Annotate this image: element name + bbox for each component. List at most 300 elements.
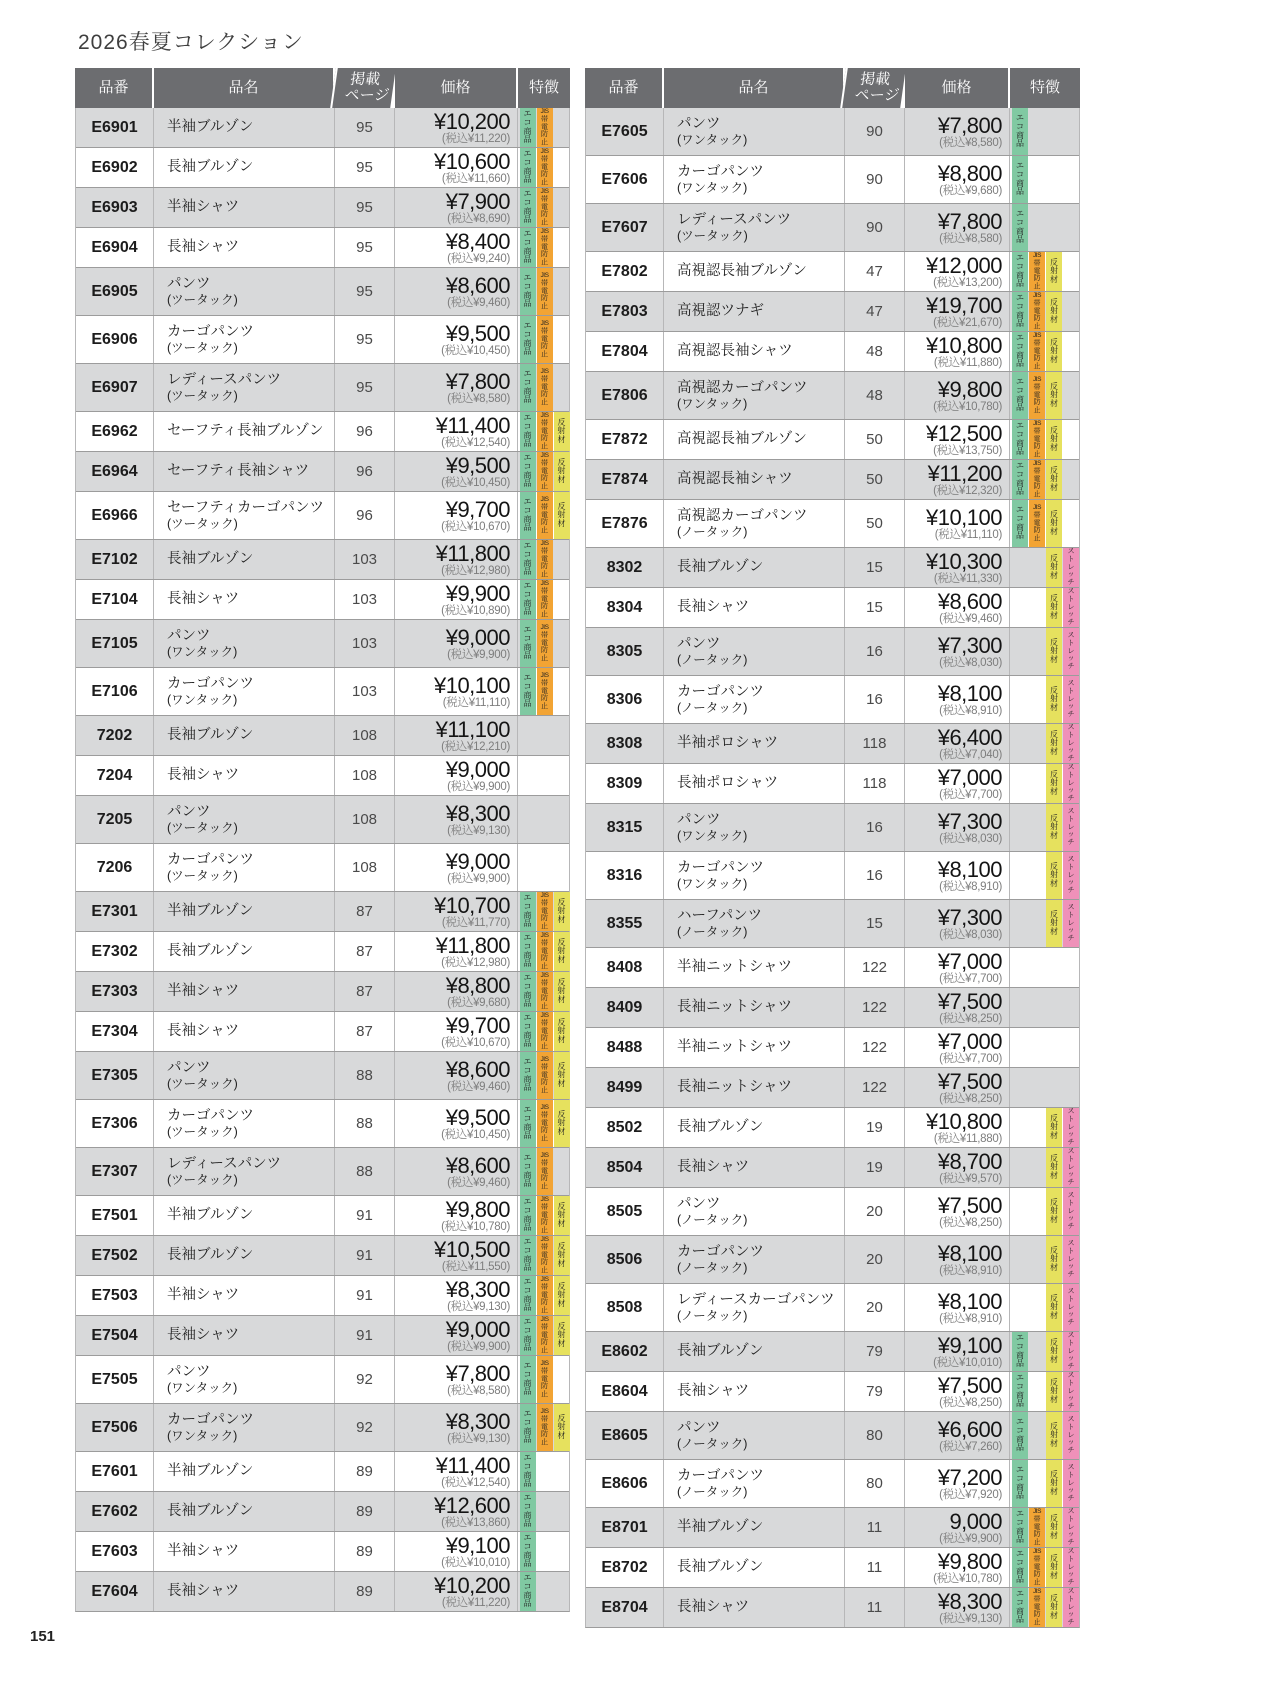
price-cell xyxy=(394,108,517,147)
price-main: ¥11,800 xyxy=(435,540,510,566)
product-name xyxy=(663,500,844,547)
product-code: 8508 xyxy=(606,1298,643,1316)
table-row xyxy=(76,315,569,363)
price-tax: (税込¥8,250) xyxy=(939,1396,1002,1409)
product-code: 8409 xyxy=(606,998,643,1016)
badge-stretch: ス ト レ ッ チ xyxy=(1063,1508,1079,1547)
feature-badges xyxy=(1009,1372,1081,1411)
product-name-sub: (ツータック) xyxy=(167,820,238,835)
badge-slot-empty xyxy=(1012,764,1028,803)
product-name-main: 長袖ニットシャツ xyxy=(677,999,793,1015)
feature-badges xyxy=(517,452,571,491)
badge-eco: エ コ 商 品 xyxy=(520,580,536,619)
feature-badges xyxy=(1009,1188,1081,1235)
page-ref: 103 xyxy=(334,620,394,667)
page-ref: 88 xyxy=(334,1052,394,1099)
page-ref: 96 xyxy=(334,492,394,539)
feature-badges xyxy=(1009,764,1081,803)
page-ref: 103 xyxy=(334,540,394,579)
price-tax: (税込¥8,580) xyxy=(939,232,1002,245)
product-code: 7205 xyxy=(96,810,133,828)
price-main: ¥7,800 xyxy=(445,1360,510,1386)
product-code: E7604 xyxy=(91,1582,138,1600)
badge-eco: エ コ 商 品 xyxy=(520,1012,536,1051)
product-name-main: 長袖ブルゾン xyxy=(167,1503,254,1519)
badge-jis: JIS 帯 電 防 止 xyxy=(537,668,553,715)
product-name-main: カーゴパンツ xyxy=(677,163,764,180)
price-main: ¥8,300 xyxy=(937,1588,1002,1614)
price-main: ¥12,500 xyxy=(925,420,1002,446)
feature-badges xyxy=(517,1452,571,1491)
badge-slot-empty xyxy=(1029,1028,1045,1067)
price-main: ¥9,900 xyxy=(445,580,510,606)
page-ref: 108 xyxy=(334,716,394,755)
product-code: E6906 xyxy=(91,330,138,348)
price-main: ¥9,100 xyxy=(937,1332,1002,1358)
badge-slot-empty xyxy=(554,540,570,579)
badge-slot-empty xyxy=(554,1452,570,1491)
feature-badges xyxy=(1009,852,1081,899)
product-name xyxy=(663,108,844,155)
product-code: E7503 xyxy=(91,1286,138,1304)
badge-slot-empty xyxy=(1063,332,1079,371)
feature-badges xyxy=(1009,1028,1081,1067)
table-row xyxy=(76,931,569,971)
product-code: E7806 xyxy=(601,386,648,404)
product-code: E7607 xyxy=(601,218,648,236)
header-code: 品番 xyxy=(585,68,662,108)
product-name-main: 長袖ブルゾン xyxy=(677,1343,764,1359)
badge-slot-empty xyxy=(554,364,570,411)
badge-slot-empty xyxy=(1012,1108,1028,1147)
page-ref: 89 xyxy=(334,1532,394,1571)
page-ref: 90 xyxy=(844,156,904,203)
feature-badges xyxy=(517,620,571,667)
price-cell xyxy=(394,1148,517,1195)
table-row xyxy=(586,627,1079,675)
badge-hansha: 反 射 材 xyxy=(1046,1548,1062,1587)
price-cell xyxy=(904,420,1009,459)
product-code: E7501 xyxy=(91,1206,138,1224)
product-code: E7306 xyxy=(91,1114,138,1132)
page-ref: 95 xyxy=(334,364,394,411)
price-cell xyxy=(904,1148,1009,1187)
badge-eco: エ コ 商 品 xyxy=(520,932,536,971)
badge-eco: エ コ 商 品 xyxy=(1012,332,1028,371)
product-name xyxy=(153,1052,334,1099)
table-row xyxy=(586,251,1079,291)
price-main: ¥10,800 xyxy=(925,1108,1002,1134)
page-ref: 89 xyxy=(334,1452,394,1491)
page-ref: 11 xyxy=(844,1548,904,1587)
price-main: ¥9,000 xyxy=(445,1316,510,1342)
table-row xyxy=(586,203,1079,251)
badge-eco: エ コ 商 品 xyxy=(1012,460,1028,499)
feature-badges xyxy=(1009,460,1081,499)
product-name-main: 長袖シャツ xyxy=(167,239,240,255)
product-code: E7802 xyxy=(601,262,648,280)
badge-hansha: 反 射 材 xyxy=(1046,292,1062,331)
price-cell xyxy=(904,548,1009,587)
product-name-sub: (ツータック) xyxy=(167,340,238,355)
price-tax: (税込¥9,240) xyxy=(447,252,510,265)
page-ref: 48 xyxy=(844,332,904,371)
feature-badges xyxy=(517,268,571,315)
page-ref: 87 xyxy=(334,892,394,931)
product-name-sub: (ツータック) xyxy=(167,388,238,403)
product-name-sub: (ノータック) xyxy=(677,652,748,667)
product-name-main: 半袖ブルゾン xyxy=(167,1463,254,1479)
price-tax: (税込¥9,460) xyxy=(939,612,1002,625)
header-page: 掲載 ページ xyxy=(840,68,906,108)
price-cell xyxy=(904,108,1009,155)
price-tax: (税込¥7,040) xyxy=(939,748,1002,761)
price-cell xyxy=(904,292,1009,331)
product-code: E6902 xyxy=(91,158,138,176)
table-row xyxy=(586,155,1079,203)
product-code: E7872 xyxy=(601,430,648,448)
table-row xyxy=(76,891,569,931)
feature-badges xyxy=(517,716,571,755)
badge-slot-empty xyxy=(1029,1148,1045,1187)
badge-slot-empty xyxy=(537,716,553,755)
price-tax: (税込¥9,130) xyxy=(447,824,510,837)
badge-slot-empty xyxy=(1063,460,1079,499)
table-row xyxy=(76,1531,569,1571)
price-cell xyxy=(394,452,517,491)
badge-slot-empty xyxy=(554,1532,570,1571)
product-name-main: レディースパンツ xyxy=(677,211,792,228)
badge-slot-empty xyxy=(1046,988,1062,1027)
page-ref: 122 xyxy=(844,1068,904,1107)
page-ref: 80 xyxy=(844,1412,904,1459)
product-code: 7202 xyxy=(96,726,133,744)
badge-jis: JIS 帯 電 防 止 xyxy=(537,412,553,451)
table-row xyxy=(586,1587,1079,1627)
product-code: E7606 xyxy=(601,170,648,188)
price-tax: (税込¥9,900) xyxy=(447,780,510,793)
badge-jis: JIS 帯 電 防 止 xyxy=(537,316,553,363)
table-header xyxy=(75,68,570,108)
badge-slot-empty xyxy=(554,716,570,755)
badge-jis: JIS 帯 電 防 止 xyxy=(537,188,553,227)
badge-jis: JIS 帯 電 防 止 xyxy=(537,1276,553,1315)
badge-slot-empty xyxy=(537,796,553,843)
price-cell xyxy=(904,1332,1009,1371)
product-name xyxy=(153,1236,334,1275)
price-cell xyxy=(904,460,1009,499)
price-main: ¥7,300 xyxy=(937,904,1002,930)
table-row xyxy=(586,675,1079,723)
badge-hansha: 反 射 材 xyxy=(554,1196,570,1235)
badge-slot-empty xyxy=(1063,420,1079,459)
product-code: 8302 xyxy=(606,558,643,576)
product-name xyxy=(663,1188,844,1235)
price-cell xyxy=(904,332,1009,371)
price-main: ¥9,000 xyxy=(445,756,510,782)
badge-hansha: 反 射 材 xyxy=(1046,1284,1062,1331)
price-main: ¥8,300 xyxy=(445,1276,510,1302)
badge-jis: JIS 帯 電 防 止 xyxy=(537,620,553,667)
product-code: E7106 xyxy=(91,682,138,700)
page-ref: 47 xyxy=(844,252,904,291)
badge-eco: エ コ 商 品 xyxy=(1012,420,1028,459)
product-name-sub: (ノータック) xyxy=(677,1484,748,1499)
feature-badges xyxy=(517,796,571,843)
price-cell xyxy=(904,988,1009,1027)
price-cell xyxy=(394,972,517,1011)
badge-slot-empty xyxy=(1012,900,1028,947)
badge-hansha: 反 射 材 xyxy=(1046,676,1062,723)
page-ref: 16 xyxy=(844,804,904,851)
badge-eco: エ コ 商 品 xyxy=(1012,156,1028,203)
product-name-sub: (ノータック) xyxy=(677,1212,748,1227)
badge-jis: JIS 帯 電 防 止 xyxy=(537,1052,553,1099)
price-cell xyxy=(904,676,1009,723)
badge-slot-empty xyxy=(1046,108,1062,155)
product-code: E7105 xyxy=(91,634,138,652)
product-code: 8506 xyxy=(606,1250,643,1268)
feature-badges xyxy=(517,1236,571,1275)
feature-badges xyxy=(1009,1588,1081,1627)
table-row xyxy=(586,803,1079,851)
table-row xyxy=(586,723,1079,763)
price-cell xyxy=(904,1460,1009,1507)
feature-badges xyxy=(1009,948,1081,987)
page-ref: 92 xyxy=(334,1356,394,1403)
badge-slot-empty xyxy=(1029,948,1045,987)
badge-slot-empty xyxy=(537,1572,553,1611)
page-ref: 15 xyxy=(844,548,904,587)
badge-slot-empty xyxy=(1029,1412,1045,1459)
badge-slot-empty xyxy=(1029,1108,1045,1147)
page-ref: 103 xyxy=(334,580,394,619)
price-tax: (税込¥10,780) xyxy=(933,1572,1002,1585)
product-code: 8504 xyxy=(606,1158,643,1176)
product-name xyxy=(663,764,844,803)
product-code: E7504 xyxy=(91,1326,138,1344)
product-code: E8606 xyxy=(601,1474,648,1492)
page-ref: 15 xyxy=(844,588,904,627)
product-name xyxy=(663,1548,844,1587)
price-main: ¥10,800 xyxy=(925,332,1002,358)
product-name xyxy=(153,1532,334,1571)
product-name-sub: (ノータック) xyxy=(677,1436,748,1451)
badge-stretch: ス ト レ ッ チ xyxy=(1063,764,1079,803)
price-tax: (税込¥7,700) xyxy=(939,788,1002,801)
feature-badges xyxy=(517,1572,571,1611)
product-name xyxy=(663,252,844,291)
badge-hansha: 反 射 材 xyxy=(554,1052,570,1099)
product-name xyxy=(153,148,334,187)
badge-slot-empty xyxy=(1012,724,1028,763)
page-ref: 87 xyxy=(334,1012,394,1051)
price-tax: (税込¥9,570) xyxy=(939,1172,1002,1185)
badge-slot-empty xyxy=(1029,1236,1045,1283)
badge-stretch: ス ト レ ッ チ xyxy=(1063,724,1079,763)
price-cell xyxy=(904,724,1009,763)
product-name-main: セーフティ長袖ブルゾン xyxy=(167,423,324,439)
product-name xyxy=(153,108,334,147)
badge-slot-empty xyxy=(1046,1028,1062,1067)
product-name xyxy=(153,364,334,411)
price-cell xyxy=(904,852,1009,899)
feature-badges xyxy=(1009,804,1081,851)
price-cell xyxy=(904,900,1009,947)
price-cell xyxy=(904,1236,1009,1283)
price-cell xyxy=(394,1572,517,1611)
badge-slot-empty xyxy=(554,1356,570,1403)
badge-slot-empty xyxy=(1029,1332,1045,1371)
product-name-main: 高視認長袖シャツ xyxy=(677,471,793,487)
product-name xyxy=(153,1492,334,1531)
product-name-main: 半袖シャツ xyxy=(167,1287,240,1303)
product-name-main: パンツ xyxy=(677,115,721,132)
product-name-sub: (ツータック) xyxy=(167,516,238,531)
badge-eco: エ コ 商 品 xyxy=(520,228,536,267)
product-name xyxy=(153,228,334,267)
price-main: ¥10,200 xyxy=(433,108,510,134)
badge-eco: エ コ 商 品 xyxy=(520,412,536,451)
product-name-main: カーゴパンツ xyxy=(677,1243,764,1260)
product-name-main: パンツ xyxy=(677,1419,721,1436)
feature-badges xyxy=(517,756,571,795)
product-name xyxy=(153,716,334,755)
product-name xyxy=(153,1148,334,1195)
product-name-main: レディースカーゴパンツ xyxy=(677,1291,835,1308)
product-name-main: 半袖ニットシャツ xyxy=(677,1039,793,1055)
feature-badges xyxy=(1009,1332,1081,1371)
badge-jis: JIS 帯 電 防 止 xyxy=(1029,1588,1045,1627)
badge-jis: JIS 帯 電 防 止 xyxy=(537,364,553,411)
feature-badges xyxy=(517,1148,571,1195)
product-code: 8308 xyxy=(606,734,643,752)
price-cell xyxy=(904,372,1009,419)
product-name-main: 長袖シャツ xyxy=(167,1583,240,1599)
feature-badges xyxy=(517,188,571,227)
price-main: ¥11,400 xyxy=(435,412,510,438)
product-name-main: パンツ xyxy=(167,275,211,292)
product-name xyxy=(663,1148,844,1187)
feature-badges xyxy=(517,148,571,187)
price-tax: (税込¥11,880) xyxy=(933,1132,1002,1145)
badge-hansha: 反 射 材 xyxy=(1046,900,1062,947)
badge-jis: JIS 帯 電 防 止 xyxy=(537,108,553,147)
product-name xyxy=(153,892,334,931)
price-main: ¥9,700 xyxy=(445,496,510,522)
page-ref: 16 xyxy=(844,852,904,899)
price-tax: (税込¥9,460) xyxy=(447,1176,510,1189)
price-tax: (税込¥10,450) xyxy=(441,476,510,489)
feature-badges xyxy=(1009,204,1081,251)
badge-eco: エ コ 商 品 xyxy=(1012,1588,1028,1627)
table-row xyxy=(586,547,1079,587)
feature-badges xyxy=(1009,548,1081,587)
price-tax: (税込¥9,130) xyxy=(447,1300,510,1313)
product-name-main: カーゴパンツ xyxy=(167,1411,254,1428)
product-name xyxy=(663,1028,844,1067)
price-tax: (税込¥7,700) xyxy=(939,1052,1002,1065)
product-code: E7305 xyxy=(91,1066,138,1084)
price-tax: (税込¥13,860) xyxy=(441,1516,510,1529)
price-tax: (税込¥10,450) xyxy=(441,344,510,357)
feature-badges xyxy=(517,492,571,539)
product-name xyxy=(663,628,844,675)
badge-eco: エ コ 商 品 xyxy=(520,268,536,315)
badge-jis: JIS 帯 電 防 止 xyxy=(537,892,553,931)
page-ref: 80 xyxy=(844,1460,904,1507)
product-code: 8306 xyxy=(606,690,643,708)
price-cell xyxy=(904,1284,1009,1331)
badge-slot-empty xyxy=(1012,1148,1028,1187)
table-row xyxy=(586,1187,1079,1235)
badge-eco: エ コ 商 品 xyxy=(520,1236,536,1275)
price-tax: (税込¥11,220) xyxy=(441,1596,510,1609)
product-name-main: カーゴパンツ xyxy=(167,675,254,692)
feature-badges xyxy=(517,580,571,619)
price-cell xyxy=(394,1452,517,1491)
table-row xyxy=(586,291,1079,331)
price-cell xyxy=(394,1404,517,1451)
page-ref: 91 xyxy=(334,1276,394,1315)
feature-badges xyxy=(517,1492,571,1531)
badge-eco: エ コ 商 品 xyxy=(520,1316,536,1355)
price-tax: (税込¥8,910) xyxy=(939,704,1002,717)
feature-badges xyxy=(1009,1412,1081,1459)
table-row xyxy=(76,1051,569,1099)
product-name-main: 長袖ブルゾン xyxy=(167,159,254,175)
table-row xyxy=(76,187,569,227)
badge-hansha: 反 射 材 xyxy=(554,412,570,451)
page-ref: 50 xyxy=(844,420,904,459)
product-name xyxy=(663,804,844,851)
price-main: ¥10,100 xyxy=(433,672,510,698)
product-name xyxy=(153,540,334,579)
product-code: E7102 xyxy=(91,550,138,568)
product-code: E7876 xyxy=(601,514,648,532)
price-tax: (税込¥9,460) xyxy=(447,1080,510,1093)
price-cell xyxy=(394,316,517,363)
price-cell xyxy=(394,540,517,579)
price-main: ¥8,400 xyxy=(445,228,510,254)
price-main: ¥10,200 xyxy=(433,1572,510,1598)
badge-eco: エ コ 商 品 xyxy=(520,1196,536,1235)
badge-slot-empty xyxy=(1012,852,1028,899)
price-tax: (税込¥7,920) xyxy=(939,1488,1002,1501)
product-name-main: 高視認カーゴパンツ xyxy=(677,379,808,396)
product-code: E6907 xyxy=(91,378,138,396)
badge-eco: エ コ 商 品 xyxy=(520,1492,536,1531)
badge-eco: エ コ 商 品 xyxy=(1012,292,1028,331)
badge-stretch: ス ト レ ッ チ xyxy=(1063,1548,1079,1587)
feature-badges xyxy=(517,1052,571,1099)
price-tax: (税込¥11,880) xyxy=(933,356,1002,369)
product-name-sub: (ワンタック) xyxy=(167,692,238,707)
table-row xyxy=(76,539,569,579)
feature-badges xyxy=(1009,1068,1081,1107)
table-row xyxy=(76,1235,569,1275)
badge-hansha: 反 射 材 xyxy=(1046,1588,1062,1627)
price-main: 9,000 xyxy=(949,1508,1002,1534)
product-name xyxy=(153,844,334,891)
product-name-main: 長袖シャツ xyxy=(677,1383,750,1399)
header-features: 特徴 xyxy=(516,68,570,108)
table-row xyxy=(586,1067,1079,1107)
price-main: ¥7,500 xyxy=(937,1372,1002,1398)
product-name-sub: (ノータック) xyxy=(677,700,748,715)
price-tax: (税込¥8,690) xyxy=(447,212,510,225)
badge-jis: JIS 帯 電 防 止 xyxy=(537,492,553,539)
